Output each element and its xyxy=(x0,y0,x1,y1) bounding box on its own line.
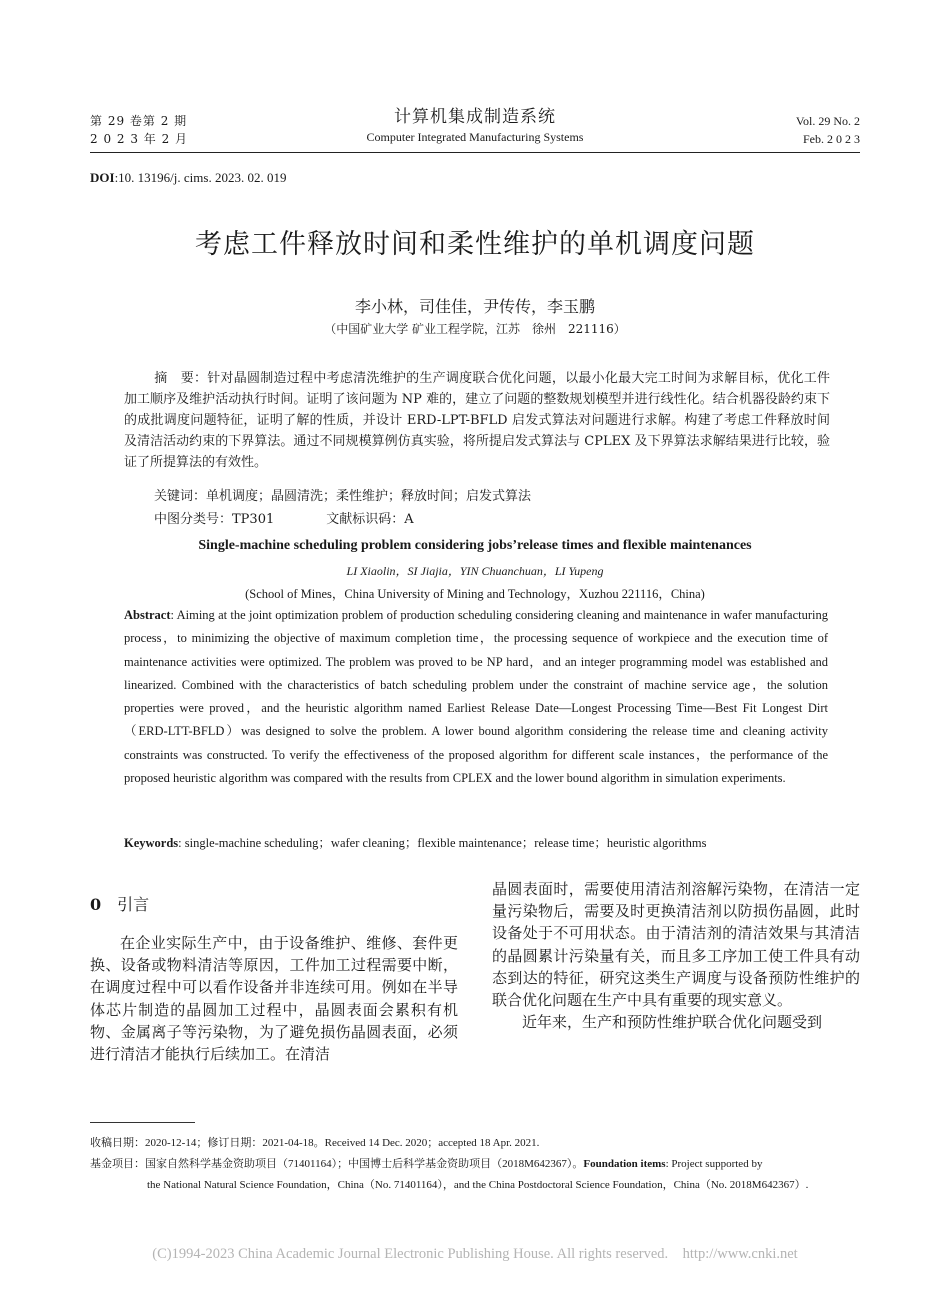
affiliation-cn: （中国矿业大学 矿业工程学院，江苏 徐州 221116） xyxy=(324,322,626,336)
body-column-right xyxy=(492,878,860,1033)
section-number: 0 xyxy=(90,895,102,914)
section-title: 引言 xyxy=(117,895,150,914)
abstract-en xyxy=(124,604,828,790)
funding-en-first: : Project supported by xyxy=(665,1158,763,1170)
doi-value: :10. 13196/j. cims. 2023. 02. 019 xyxy=(114,170,287,185)
journal-issue-cn xyxy=(90,112,188,148)
footnote-received: 收稿日期：2020-12-14；修订日期：2021-04-18。Received 14 Dec. 2020；accepted 18 Apr. 2021. xyxy=(90,1137,540,1149)
date-cn: 2 0 2 3 年 2 月 xyxy=(90,132,189,146)
journal-name xyxy=(300,106,650,146)
journal-name-en: Computer Integrated Manufacturing Systems xyxy=(366,130,584,144)
keywords-en-label: Keywords xyxy=(124,836,179,850)
vol-en: Vol. 29 No. 2 xyxy=(795,114,860,128)
document-code: 文献标识码：A xyxy=(326,512,414,527)
doi-label: DOI xyxy=(90,170,115,185)
footnote-funding xyxy=(90,1154,860,1195)
abstract-en-label: Abstract xyxy=(124,608,171,622)
journal-name-cn: 计算机集成制造系统 xyxy=(394,107,556,127)
header-rule xyxy=(90,152,860,153)
body-column-left xyxy=(90,932,458,1065)
funding-cn: 基金项目：国家自然科学基金资助项目（71401164）；中国博士后科学基金资助项目（2018M642367）。 xyxy=(90,1158,584,1170)
abstract-en-text: : Aiming at the joint optimization problem of production scheduling considering cleaning and maintenance in wafer manufacturing process，to minimizing the objective of maximum completion time，the processing sequence of workpiece and the execution time of maintenance activities were optimized. The problem was proved to be NP hard，and an integer programming model was established and linearized. Combined with the characteristics of batch scheduling problem under the constraint of machine service age，the solution properties were proved，and the heuristic algorithm named Earliest Release Date—Longest Processing Time—Best Fit Longest Dirt（ERD-LTT-BFLD）was designed to solve the problem. A lower bound algorithm considering the release time and cleaning activity constraints was constructed. To verify the effectiveness of the proposed algorithm for different scale instances，the performance of the proposed heuristic algorithm was compared with the results from CPLEX and the lower bound algorithm in simulation experiments. xyxy=(124,608,828,786)
date-en: Feb. 2 0 2 3 xyxy=(803,132,860,146)
authors-en: LI Xiaolin，SI Jiajia，YIN Chuanchuan，LI Yupeng xyxy=(346,564,604,578)
footnote-rule xyxy=(90,1122,195,1123)
keywords-en-text: : single-machine scheduling；wafer cleaning；flexible maintenance；release time；heuristic algorithms xyxy=(178,836,707,850)
funding-en-rest: the National Natural Science Foundation，China（No. 71401164），and the China Postdoctoral Science Foundation，China（No. 2018M642367）. xyxy=(147,1178,809,1191)
doi xyxy=(90,170,286,186)
section-heading xyxy=(90,892,149,915)
journal-issue-en xyxy=(796,112,860,148)
abstract-cn-text: 针对晶圆制造过程中考虑清洗维护的生产调度联合优化问题，以最小化最大完工时间为求解目标，优化工件加工顺序及维护活动执行时间。证明了该问题为 NP 难的，建立了问题的整数规划模型并进行线性化。结合机器役龄约束下的成批调度问题特征，证明了解的性质，并设计 ERD-LPT-BFLD 启发式算法对问题进行求解。构建了考虑工件释放时间及清洁活动约束的下界算法。通过不同规模算例仿真实验，将所提启发式算法与 CPLEX 及下界算法求解结果进行比较，验证了所提算法的有效性。 xyxy=(124,371,830,470)
affiliation-en: (School of Mines，China University of Mining and Technology，Xuzhou 221116，China) xyxy=(245,587,705,601)
authors-cn: 李小林，司佳佳，尹传传，李玉鹏 xyxy=(354,297,595,316)
issue-cn: 第 29 卷第 2 期 xyxy=(90,114,188,128)
paragraph: 近年来，生产和预防性维护联合优化问题受到 xyxy=(522,1013,823,1032)
clc-number: 中图分类号：TP301 xyxy=(154,512,275,527)
paper-title-en: Single-machine scheduling problem considering jobs’release times and flexible maintenances xyxy=(198,538,752,553)
classification-line xyxy=(154,508,414,527)
keywords-en xyxy=(124,833,828,851)
paragraph: 在企业实际生产中，由于设备维护、维修、套件更换、设备或物料清洁等原因，工件加工过程需要中断，在调度过程中可以看作设备并非连续可用。例如在半导体芯片制造的晶圆加工过程中，晶圆表面会累积有机物、金属离子等污染物，为了避免损伤晶圆表面，必须进行清洁才能执行后续加工。在清洁 xyxy=(90,934,458,1064)
keywords-cn: 关键词：单机调度；晶圆清洗；柔性维护；释放时间；启发式算法 xyxy=(154,489,532,504)
paragraph: 晶圆表面时，需要使用清洁剂溶解污染物，在清洁一定量污染物后，需要及时更换清洁剂以防损伤晶圆，此时设备处于不可用状态。由于清洁剂的清洁效果与其清洁的晶圆累计污染量有关，而且多工序加工使工件具有动态到达的特征，研究这类生产调度与设备预防性维护的联合优化问题在生产中具有重要的现实意义。 xyxy=(492,880,860,1010)
funding-label: Foundation items xyxy=(583,1158,666,1170)
abstract-cn-label: 摘 要： xyxy=(154,371,208,386)
abstract-cn xyxy=(124,368,830,473)
paper-title-cn: 考虑工件释放时间和柔性维护的单机调度问题 xyxy=(195,229,755,260)
copyright-watermark: (C)1994-2023 China Academic Journal Electronic Publishing House. All rights reserved. http://www.cnki.net xyxy=(152,1246,798,1262)
